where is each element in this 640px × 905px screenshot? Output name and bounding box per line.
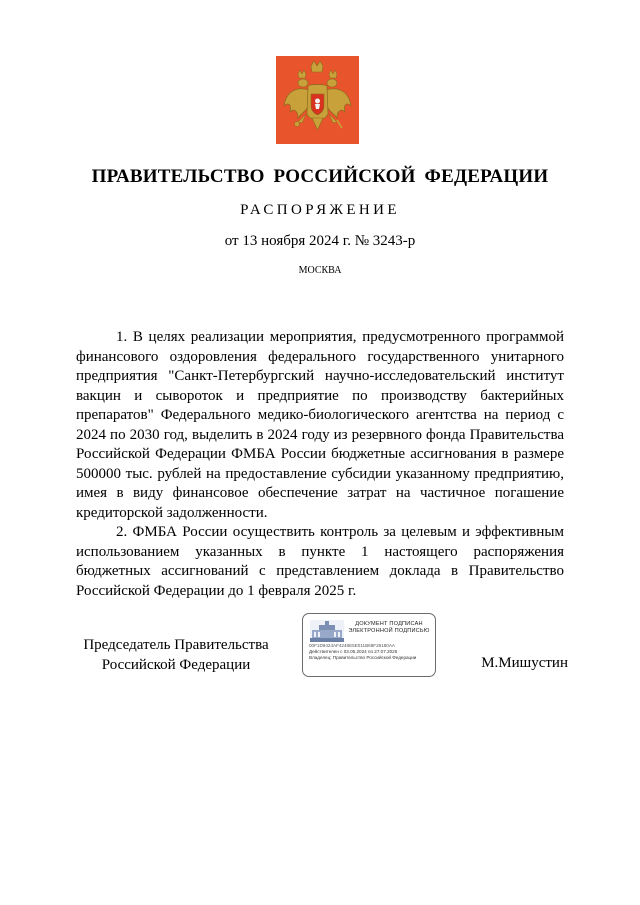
paragraph-2: 2. ФМБА России осуществить контроль за целевым и эффективным использованием указанных в пункте 1 настоящего распоряжения бюджетных ассигнований с представлением доклада в Правительство Российской Федерации до 1 февраля 2025 г. xyxy=(76,524,564,599)
stamp-title xyxy=(345,621,433,635)
signer-position-line-2: Российской Федерации xyxy=(101,656,251,673)
document-date-number: от 13 ноября 2024 г. № 3243-р xyxy=(224,233,416,249)
stamp-owner: Владелец: Правительство Российской Федерации xyxy=(309,655,417,660)
stamp-validity: Действителен с 03.05.2024 по 27.07.2025 xyxy=(309,649,398,654)
government-building-icon xyxy=(310,620,344,642)
signer-position xyxy=(76,636,276,675)
stamp-certificate: 00F1D9424AF4248E5E011B68F26180AA xyxy=(309,643,395,648)
paragraph-1: 1. В целях реализации мероприятия, предусмотренного программой финансового оздоровления федерального государственного унитарного предприятия "Санкт-Петербургский научно-исследовательский институт вакцин и сывороток и предприятие по производству бактерийных препаратов" Федерального медико-биологического агентства на период с 2024 по 2030 год, выделить в 2024 году из резервного фонда Правительства Российской Федерации ФМБА России бюджетные ассигнования в размере 500000 тыс. рублей на предоставление субсидии указанному предприятию, имея в виду финансовое обеспечение затрат на частичное погашение кредиторской задолженности. xyxy=(76,329,564,521)
coat-of-arms-emblem-icon xyxy=(276,56,359,144)
document-city: МОСКВА xyxy=(298,265,342,276)
stamp-title-line-2: ЭЛЕКТРОННОЙ ПОДПИСЬЮ xyxy=(348,628,430,634)
document-type: РАСПОРЯЖЕНИЕ xyxy=(240,202,400,218)
electronic-signature-stamp xyxy=(302,613,436,677)
signer-position-line-1: Председатель Правительства xyxy=(83,637,269,653)
stamp-title-line-1: ДОКУМЕНТ ПОДПИСАН xyxy=(355,621,423,627)
government-title: ПРАВИТЕЛЬСТВО РОССИЙСКОЙ ФЕДЕРАЦИИ xyxy=(91,166,549,187)
signer-name: М.Мишустин xyxy=(481,655,568,671)
document-body xyxy=(76,328,564,601)
